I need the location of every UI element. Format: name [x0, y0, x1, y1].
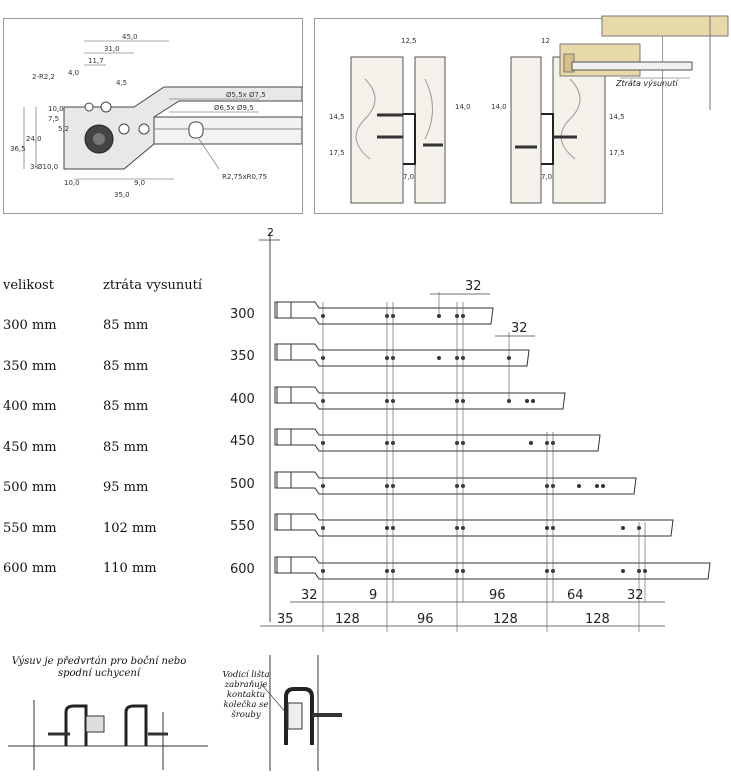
dim-2-top: 2	[267, 226, 274, 239]
dim-row1-96: 96	[489, 588, 506, 603]
cell-loss: 85 mm	[103, 359, 149, 374]
dim-45: 45,0	[122, 33, 138, 41]
dim-12: 12	[541, 37, 550, 45]
rail-label-400: 400	[230, 392, 255, 407]
header-loss: ztráta vysunutí	[103, 278, 203, 293]
rail-label-350: 350	[230, 349, 255, 364]
rail-label-300: 300	[230, 307, 255, 322]
guide-rail-sketch	[222, 655, 362, 771]
rail-label-600: 600	[230, 562, 255, 577]
dim-row1-32b: 32	[627, 588, 644, 603]
table-row	[3, 521, 203, 539]
table-row	[3, 440, 203, 458]
dim-7-5: 7,5	[48, 115, 60, 123]
rail-label-500: 500	[230, 477, 255, 492]
rail-450	[275, 429, 600, 451]
dim-14-right: 14,0	[491, 103, 507, 111]
cell-loss: 85 mm	[103, 399, 149, 414]
extension-loss-illustration	[550, 0, 731, 115]
dim-2-r2-2: 2-R2,2	[32, 73, 55, 81]
cell-loss: 102 mm	[103, 521, 157, 536]
dim-35: 35,0	[114, 191, 130, 199]
table-row	[3, 359, 203, 377]
table-row	[3, 399, 203, 417]
extension-loss-drawing	[550, 0, 731, 115]
cell-size: 550 mm	[3, 521, 57, 536]
dim-row2-128c: 128	[585, 612, 610, 627]
dim-r2-75: R2,75xR0,75	[222, 173, 268, 181]
dim-10-bottom: 10,0	[64, 179, 80, 187]
dim-3-d10: 3-Ø10,0	[30, 163, 59, 171]
table-header	[3, 278, 203, 296]
rails-drawing-area	[225, 222, 730, 637]
cell-size: 500 mm	[3, 480, 57, 495]
cell-size: 300 mm	[3, 318, 57, 333]
dim-row1-32a: 32	[301, 588, 318, 603]
cell-size: 400 mm	[3, 399, 57, 414]
cell-loss: 110 mm	[103, 561, 157, 576]
table-row	[3, 561, 203, 579]
dim-14-left: 14,0	[455, 103, 471, 111]
dim-11-7: 11,7	[88, 57, 104, 65]
guide-rail-note: Vodicí lišta zabraňuje kontaktu kolečka se šrouby	[222, 670, 270, 720]
dim-row1-9: 9	[369, 588, 378, 603]
rail-550	[275, 514, 673, 536]
slide-end-detail-drawing	[4, 19, 302, 213]
dim-7-right: 7,0	[541, 173, 553, 181]
cell-loss: 85 mm	[103, 318, 149, 333]
mounting-section-drawing	[8, 650, 208, 772]
dim-5-2: 5,2	[58, 125, 70, 133]
dim-32-second: 32	[511, 321, 528, 336]
rail-350	[275, 344, 529, 366]
dim-36-5: 36,5	[10, 145, 26, 153]
cell-loss: 85 mm	[103, 440, 149, 455]
dim-14-5-left: 14,5	[329, 113, 345, 121]
cell-size: 350 mm	[3, 359, 57, 374]
dim-row2-128a: 128	[335, 612, 360, 627]
dim-14-5-right: 14,5	[609, 113, 625, 121]
dim-4: 4,0	[68, 69, 80, 77]
dim-32-top: 32	[465, 279, 482, 294]
dim-row2-96: 96	[417, 612, 434, 627]
table-row	[3, 318, 203, 336]
cell-size: 450 mm	[3, 440, 57, 455]
dim-7-left: 7,0	[403, 173, 415, 181]
dim-row2-35: 35	[277, 612, 294, 627]
dim-row1-64: 64	[567, 588, 584, 603]
dim-9: 9,0	[134, 179, 146, 187]
dim-17-5-left: 17,5	[329, 149, 345, 157]
dim-12-5: 12,5	[401, 37, 417, 45]
rail-400	[275, 387, 565, 409]
dim-hole-5-5: Ø5,5x Ø7,5	[226, 91, 266, 99]
dim-17-5-right: 17,5	[609, 149, 625, 157]
table-row	[3, 480, 203, 498]
rails-drawing	[225, 222, 730, 637]
cell-size: 600 mm	[3, 561, 57, 576]
rail-500	[275, 472, 636, 494]
mounting-note: Výsuv je předvrtán pro boční nebo spodní uchycení	[11, 656, 187, 679]
header-size: velikost	[3, 278, 54, 293]
dim-hole-6-5: Ø6,5x Ø9,5	[214, 104, 254, 112]
dim-4-5: 4,5	[116, 79, 128, 87]
guide-lines	[323, 292, 645, 632]
guide-rail-drawing	[222, 655, 362, 771]
dim-24: 24,0	[26, 135, 42, 143]
cell-loss: 95 mm	[103, 480, 149, 495]
mounting-section-sketch	[8, 650, 208, 772]
rail-label-450: 450	[230, 434, 255, 449]
dim-31: 31,0	[104, 45, 120, 53]
dim-10: 10,0	[48, 105, 64, 113]
dim-row2-128b: 128	[493, 612, 518, 627]
rail-300	[275, 302, 493, 324]
slide-end-detail-panel	[3, 18, 303, 214]
extension-loss-label: Ztráta výsunutí	[616, 79, 678, 88]
rail-label-550: 550	[230, 519, 255, 534]
